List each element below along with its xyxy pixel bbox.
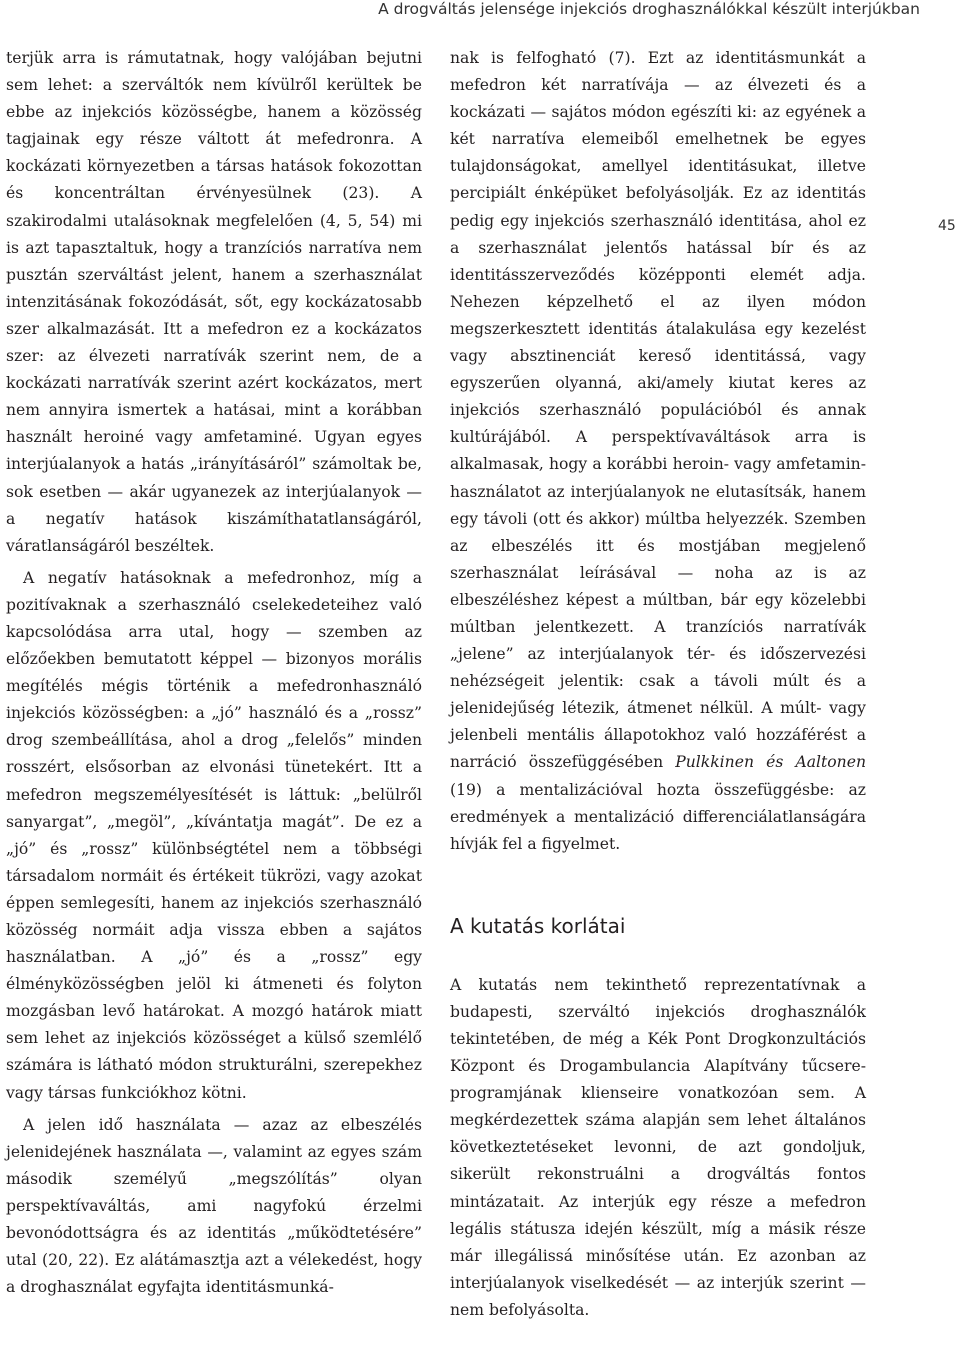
body-paragraph: A negatív hatásoknak a mefedronhoz, míg a pozitívaknak a szerhasználó cselekedeteihez való kapcsolódása arra utal, hogy — szemben az előzőekben bemutatott képpel — bizonyos morális megítélés mégis történik a mefedronhasználó injekciós közösségben: a „jó” használó és a „rossz” drog szembeállítása, ahol a drog „felelős” minden rosszért, elsősorban az elvonási tünetekért. Itt a mefedron megszemélyesítését is láttuk: „belülről sanyargat”, „megöl”, „kívántatja magát”. De ez a „jó” és „rossz” különbségtétel nem a többségi társadalom normáit és értékeit tükrözi, vagy azokat éppen semlegesíti, hanem az injekciós szerhasználó közösség normáit adja vissza ebben a sajátos használatban. A „jó” és a „rossz” egy élményközösségben jelöl ki átmeneti és folyton mozgásban levő határokat. A mozgó határok miatt sem lehet az injekciós közösséget a külső szemlélő számára is látható módon strukturálni, szerepekhez vagy társas funkciókhoz kötni.: [6, 568, 422, 1102]
body-paragraph: A kutatás nem tekinthető reprezentatívnak a budapesti, szerváltó injekciós droghasználók tekintetében, de még a Kék Pont Drogkonzultációs Központ és Drogambulancia Alapítvány tűcsere-programjának klienseire vonatkozóan sem. A megkérdezettek száma alapján sem lehet általános következtetéseket levonni, de azt gondoljuk, sikerült rekonstruálni a drogváltás fontos mintázatait. Az interjúk egy része a mefedron legális státusza idején készült, míg a másik része már illegálissá minősítése után. Ez azonban az interjúalanyok viselkedését — az interjúk szerint — nem befolyásolta.: [450, 975, 866, 1319]
body-paragraph: [450, 45, 866, 858]
body-paragraph: A jelen idő használata — azaz az elbeszélés jelenidejének használata —, valamint az egyes szám második személyű „megszólítás” olyan perspektívaváltás, ami nagyfokú érzelmi bevonódottságra és az identitás „működtetésére” utal (20, 22). Ez alátámasztja azt a vélekedést, hogy a droghasználat egyfajta identitásmunká-: [6, 1115, 422, 1297]
running-title: A drogváltás jelensége injekciós droghasználókkal készült interjúkban: [378, 0, 920, 18]
body-paragraph: terjük arra is rámutatnak, hogy valójában bejutni sem lehet: a szerváltók nem kívülről kerültek be ebbe az injekciós közösségbe, hanem a közösség tagjainak egy része váltott át mefedronra. A kockázati környezetben a társas hatások fokozottan és koncentráltan érvényesülnek (23). A szakirodalmi utalásoknak megfelelően (4, 5, 54) mi is azt tapasztaltuk, hogy a tranzíciós narratíva nem pusztán szerváltást jelent, hanem a szerhasználat intenzitásának fokozódását, sőt, egy kockázatosabb szer alkalmazását. Itt a mefedron ez a kockázatos szer: az élvezeti narratívák szerint nem, de a kockázati narratívák szerint azért kockázatos, mert nem annyira ismertek a hatásai, mint a korábban használt heroiné vagy amfetaminé. Ugyan egyes interjúalanyok a hatás „irányításáról” számoltak be, sok esetben — akár ugyanezek az interjúalanyok — a negatív hatások kiszámíthatatlanságáról, váratlanságáról beszéltek.: [6, 49, 422, 555]
author-citation: Pulkkinen és Aaltonen: [675, 753, 866, 772]
section-heading: A kutatás korlátai: [450, 913, 626, 938]
paragraph-text: (19) a mentalizációval hozta összefüggésbe: az eredmények a mentalizáció differenciálatlanságára hívják fel a figyelmet.: [450, 780, 866, 853]
page-number: 45: [938, 218, 956, 234]
right-column: [450, 45, 866, 1324]
paragraph-text: nak is felfogható (7). Ezt az identitásmunkát a mefedron két narratívája — az élvezeti és a kockázati — sajátos módon egészíti ki: az egyének a két narratíva elemeiből emelhetnek be egyes tulajdonságokat, amellyel identitásukat, illetve percipiált énképüket befolyásolják. Ez az identitás pedig egy injekciós szerhasználó identitása, ahol ez a szerhasználat jelentős hatással bír és az identitásszerveződés középponti elemét adja. Nehezen képzelhető el az ilyen módon megszerkesztett identitás átalakulása egy kezelést vagy absztinenciát kereső identitássá, vagy egyszerűen olyanná, aki/amely kiutat keres az injekciós szerhasználó populációból és annak kultúrájából. A perspektívaváltások arra is alkalmasak, hogy a korábbi heroin- vagy amfetamin-használatot az interjúalanyok ne elutasítsák, hanem egy távoli (ott és akkor) múltba helyezzék. Szemben az elbeszélés itt és mostjában megjelenő szerhasználat leírásával — noha az is az elbeszéléshez képest a múltban, bár egy közelebbi múltban jelentkezett. A tranzíciós narratívák „jelene” az interjúalanyok tér- és időszervezési nehézségeit jelentik: csak a távoli múlt és a jelenidejűség létezik, átmenet nélkül. A múlt- vagy jelenbeli mentális állapotokhoz való hozzáférést a narráció összefüggésében: [450, 49, 866, 772]
left-column: [6, 45, 422, 1301]
